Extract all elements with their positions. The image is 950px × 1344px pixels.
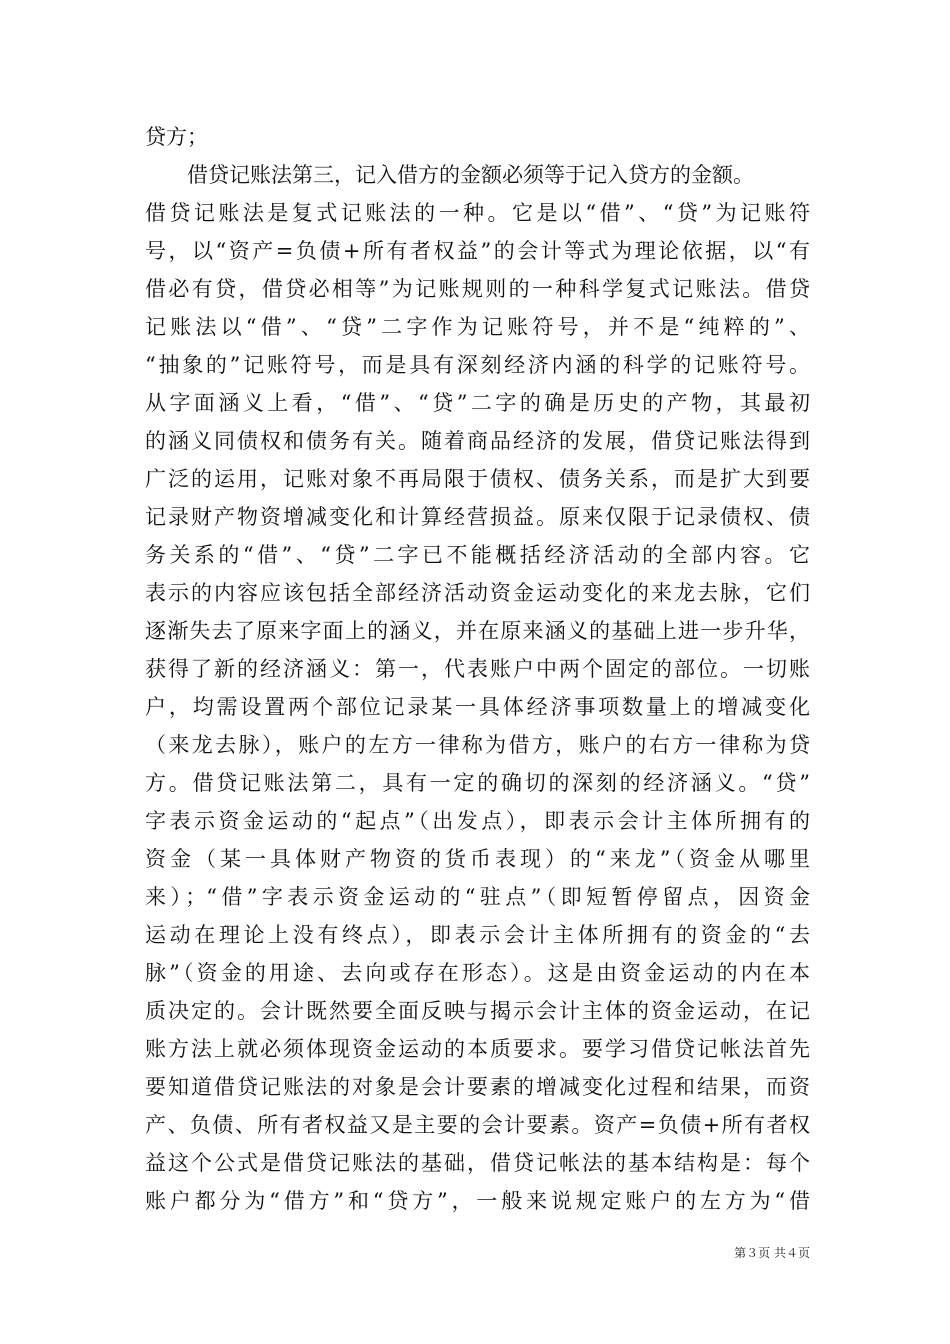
text-line: 产、负债、所有者权益又是主要的会计要素。资产=负债+所有者权 — [145, 1113, 810, 1137]
text-line: 账户都分为“借方”和“贷方”，一般来说规定账户的左方为“借 — [145, 1189, 810, 1213]
text-line: （来龙去脉），账户的左方一律称为借方，账户的右方一律称为贷 — [145, 733, 810, 757]
text-line: 表示的内容应该包括全部经济活动资金运动变化的来龙去脉，它们 — [145, 581, 810, 605]
text-line: “抽象的”记账符号，而是具有深刻经济内涵的科学的记账符号。 — [145, 353, 810, 377]
text-line: 运动在理论上没有终点），即表示会计主体所拥有的资金的“去 — [145, 923, 810, 947]
text-line: 账方法上就必须体现资金运动的本质要求。要学习借贷记帐法首先 — [145, 1037, 810, 1061]
text-line: 获得了新的经济涵义：第一，代表账户中两个固定的部位。一切账 — [145, 657, 810, 681]
text-line: 脉”（资金的用途、去向或存在形态）。这是由资金运动的内在本 — [145, 961, 810, 985]
text-line: 益这个公式是借贷记账法的基础，借贷记帐法的基本结构是：每个 — [145, 1151, 810, 1175]
text-line: 从字面涵义上看，“借”、“贷”二字的确是历史的产物，其最初 — [145, 391, 810, 415]
text-line: 务关系的“借”、“贷”二字已不能概括经济活动的全部内容。它 — [145, 543, 810, 567]
text-line: 号，以“资产=负债+所有者权益”的会计等式为理论依据，以“有 — [145, 239, 810, 263]
text-line: 广泛的运用，记账对象不再局限于债权、债务关系，而是扩大到要 — [145, 467, 810, 491]
text-line: 逐渐失去了原来字面上的涵义，并在原来涵义的基础上进一步升华， — [145, 619, 810, 643]
text-line: 借贷记账法是复式记账法的一种。它是以“借”、“贷”为记账符 — [145, 201, 810, 225]
text-line: 借必有贷，借贷必相等”为记账规则的一种科学复式记账法。借贷 — [145, 277, 810, 301]
page-number: 第３页 共４页 — [734, 1246, 810, 1260]
text-line: 来）；“借”字表示资金运动的“驻点”（即短暂停留点，因资金 — [145, 885, 810, 909]
text-line: 质决定的。会计既然要全面反映与揭示会计主体的资金运动，在记 — [145, 999, 810, 1023]
text-line: 要知道借贷记账法的对象是会计要素的增减变化过程和结果，而资 — [145, 1075, 810, 1099]
text-line: 字表示资金运动的“起点”（出发点），即表示会计主体所拥有的 — [145, 809, 810, 833]
text-line: 借贷记账法第三，记入借方的金额必须等于记入贷方的金额。 — [187, 163, 754, 187]
text-line: 记录财产物资增减变化和计算经营损益。原来仅限于记录债权、债 — [145, 505, 810, 529]
text-line: 记账法以“借”、“贷”二字作为记账符号，并不是“纯粹的”、 — [145, 315, 810, 339]
text-line: 方。借贷记账法第二，具有一定的确切的深刻的经济涵义。“贷” — [145, 771, 810, 795]
text-line: 资金（某一具体财产物资的货币表现）的“来龙”（资金从哪里 — [145, 847, 810, 871]
text-line: 贷方； — [145, 125, 208, 149]
text-line: 的涵义同债权和债务有关。随着商品经济的发展，借贷记账法得到 — [145, 429, 810, 453]
text-line: 户，均需设置两个部位记录某一具体经济事项数量上的增减变化 — [145, 695, 810, 719]
body-text — [145, 118, 810, 1220]
